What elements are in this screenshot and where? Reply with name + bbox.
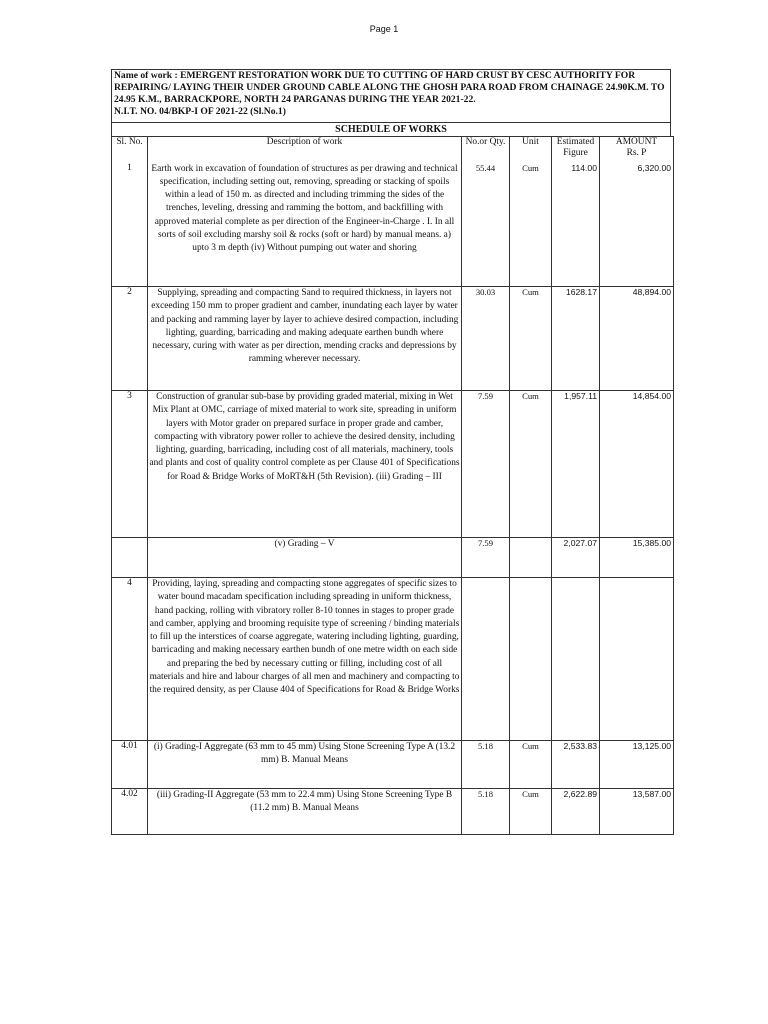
table-row [112,163,674,287]
work-name-line-1: Name of work : EMERGENT RESTORATION WORK DUE TO CUTTING OF HARD CRUST BY CESC AUTHORITY FOR [114,70,636,81]
table-row [112,741,674,789]
row-sl: 4.01 [112,741,148,789]
row-unit: Cum [510,741,552,789]
row-amount: 13,125.00 [600,741,674,789]
row-unit: Cum [510,789,552,835]
row-unit: Cum [510,287,552,391]
row-estimated: 2,027.07 [552,538,600,578]
row-unit: Cum [510,163,552,287]
row-qty: 55.44 [462,163,510,287]
schedule-sheet [111,69,673,839]
row-description: (i) Grading-I Aggregate (63 mm to 45 mm) Using Stone Screening Type A (13.2 mm) B. Manual Means [148,741,462,789]
row-estimated [552,578,600,741]
table-row [112,287,674,391]
nit-number: N.I.T. NO. 04/BKP-I OF 2021-22 (Sl.No.1) [114,106,286,117]
column-header-estimated: Estimated Figure [552,137,600,163]
column-header-sl: Sl. No. [112,137,148,163]
row-description: Construction of granular sub-base by providing graded material, mixing in Wet Mix Plant at OMC, carriage of mixed material to work site, spreading in uniform layers with Motor grader on prepared surface in proper grade and camber, compacting with vibratory power roller to achieve the desired density, including lighting, guarding, barricading, including cost of all materials, machinery, tools and plants and cost of quality control complete as per Clause 401 of Specifications for Road & Bridge Works of MoRT&H (5th Revision). (iii) Grading – III [148,391,462,538]
table-header-row [112,137,674,163]
row-description: (iii) Grading-II Aggregate (53 mm to 22.4 mm) Using Stone Screening Type B (11.2 mm) B. Manual Means [148,789,462,835]
schedule-table [111,136,674,835]
work-header [111,69,671,122]
row-sl [112,538,148,578]
row-qty: 30.03 [462,287,510,391]
column-header-qty: No.or Qty. [462,137,510,163]
row-description: Earth work in excavation of foundation of structures as per drawing and technical specification, including setting out, removing, spreading or stacking of spoils within a lead of 150 m. as directed and including trimming the sides of the trenches, leveling, dressing and ramming the bottom, and backfilling with approved material complete as per direction of the Engineer-in-Charge . I. In all sorts of soil excluding marshy soil & rocks (soft or hard) by manual means. a) upto 3 m depth (iv) Without pumping out water and shoring [148,163,462,287]
schedule-title: SCHEDULE OF WORKS [111,122,671,136]
row-estimated: 2,622.89 [552,789,600,835]
column-header-description: Description of work [148,137,462,163]
row-description: Providing, laying, spreading and compacting stone aggregates of specific sizes to water bound macadam specification including spreading in uniform thickness, hand packing, rolling with vibratory roller 8-10 tonnes in stages to proper grade and camber, applying and brooming requisite type of screening / binding materials to fill up the interstices of coarse aggregate, watering including lighting, guarding, barricading and making necessary earthen bundh of one metre width on each side and preparing the bed by necessary cutting or filling, including cost of all materials and hire and labour charges of all men and machinery and compacting to the required density, as per Clause 404 of Specifications for Road & Bridge Works [148,578,462,741]
row-amount: 6,320.00 [600,163,674,287]
row-sl: 1 [112,163,148,287]
row-sl: 4.02 [112,789,148,835]
amount-unit-label: Rs. P [626,148,647,158]
row-estimated: 1628.17 [552,287,600,391]
row-qty: 5.18 [462,789,510,835]
row-estimated: 2,533.83 [552,741,600,789]
row-sl: 4 [112,578,148,741]
row-amount: 15,385.00 [600,538,674,578]
row-description: (v) Grading – V [148,538,462,578]
table-row [112,391,674,538]
table-row [112,578,674,741]
row-description: Supplying, spreading and compacting Sand to required thickness, in layers not exceeding 150 mm to proper gradient and camber, inundating each layer by water and packing and ramming layer by layer to achieve desired compaction, including lighting, guarding, barricading and making adequate earthen bundh where necessary, curing with water as per direction, mending cracks and depressions by ramming wherever necessary. [148,287,462,391]
row-unit: Cum [510,391,552,538]
row-amount: 14,854.00 [600,391,674,538]
row-sl: 3 [112,391,148,538]
row-unit [510,578,552,741]
row-qty: 7.59 [462,538,510,578]
work-name-line-3: 24.95 K.M., BARRACKPORE, NORTH 24 PARGANAS DURING THE YEAR 2021-22. [114,94,476,105]
column-header-unit: Unit [510,137,552,163]
row-amount: 48,894.00 [600,287,674,391]
row-amount: 13,587.00 [600,789,674,835]
page-label: Page 1 [369,24,399,34]
column-header-amount [600,137,674,163]
amount-label: AMOUNT [615,137,658,147]
row-amount [600,578,674,741]
row-unit [510,538,552,578]
row-qty: 7.59 [462,391,510,538]
table-row [112,789,674,835]
row-sl: 2 [112,287,148,391]
row-estimated: 1,957.11 [552,391,600,538]
work-name-line-2: REPAIRING/ LAYING THEIR UNDER GROUND CABLE ALONG THE GHOSH PARA ROAD FROM CHAINAGE 24.90K.M. TO [114,82,665,93]
row-qty: 5.18 [462,741,510,789]
row-qty [462,578,510,741]
row-estimated: 114.00 [552,163,600,287]
table-row [112,538,674,578]
